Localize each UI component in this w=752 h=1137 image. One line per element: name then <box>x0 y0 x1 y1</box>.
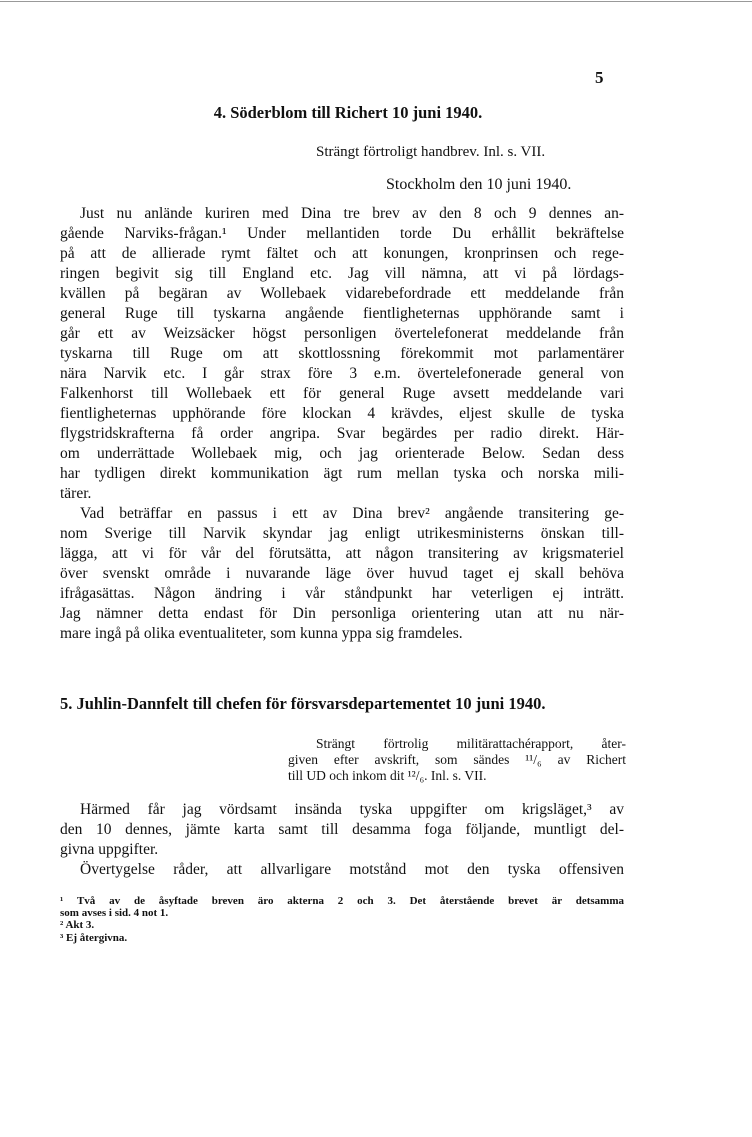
doc4-line: tyskarna till Ruge om att skottlossning förekommit mot parlamentärer <box>60 345 624 362</box>
doc4-line: över svenskt område i nuvarande läge över huvud taget ej skall behöva <box>60 565 624 582</box>
doc5-line: givna uppgifter. <box>60 841 159 858</box>
doc4-line: Jag nämner detta endast för Din personliga orientering utan att nu när- <box>60 605 624 622</box>
doc5-line: Övertygelse råder, att allvarligare motstånd mot den tyska offensiven <box>80 861 624 878</box>
doc4-line: nära Narvik etc. I går strax före 3 e.m. övertelefonerade general von <box>60 365 624 382</box>
page-number: 5 <box>595 68 604 87</box>
doc4-line: Falkenhorst till Wollebaek ett för general Ruge avsett meddelande vari <box>60 385 624 402</box>
doc4-line: Just nu anlände kuriren med Dina tre brev av den 8 och 9 dennes an- <box>80 205 624 222</box>
doc4-line: går ett av Weizsäcker högst personligen övertelefonerat meddelande från <box>60 325 624 342</box>
doc4-line: general Ruge till tyskarna angående fientligheternas upphörande samt i <box>60 305 624 322</box>
doc4-line: kvällen på begäran av Wollebaek vidarebefordrade ett meddelande från <box>60 285 624 302</box>
doc4-heading: 4. Söderblom till Richert 10 juni 1940. <box>213 103 483 122</box>
doc4-line: flygstridskrafterna få order angripa. Svar begärdes per radio direkt. Här- <box>60 425 624 442</box>
doc4-line: nom Sverige till Narvik skyndar jag enligt utrikesministerns önskan till- <box>60 525 624 542</box>
doc4-line: Vad beträffar en passus i ett av Dina brev² angående transitering ge- <box>80 505 624 522</box>
doc4-dateline: Stockholm den 10 juni 1940. <box>386 176 572 193</box>
doc5-note-line: Strängt förtrolig militärattachérapport, åter- <box>316 736 626 751</box>
doc5-line: Härmed får jag vördsamt insända tyska uppgifter om krigsläget,³ av <box>80 801 624 818</box>
doc4-line: har tydligen direkt kommunikation ägt rum mellan tyska och norska mili- <box>60 465 624 482</box>
doc4-line: ifrågasättas. Någon ändring i vår ståndpunkt har veterligen ej inträtt. <box>60 585 624 602</box>
doc4-line: på att de allierade rymt fältet och att konungen, kronprinsen och rege- <box>60 245 624 262</box>
doc4-line: om underrättade Wollebaek mig, och jag orienterade Below. Sedan dess <box>60 445 624 462</box>
doc4-line: gående Narviks-frågan.¹ Under mellantiden torde Du erhållit bekräftelse <box>60 225 624 242</box>
doc4-line: tärer. <box>60 485 92 502</box>
footnote-line: ¹ Två av de åsyftade breven äro akterna 2 och 3. Det återstående brevet är detsamma <box>60 895 624 907</box>
doc4-line: ringen begivit sig till England etc. Jag vill nämna, att vi på lördags- <box>60 265 624 282</box>
doc5-note-line: till UD och inkom dit ¹²/₆. Inl. s. VII. <box>288 768 487 783</box>
doc4-subtitle: Strängt förtroligt handbrev. Inl. s. VII. <box>316 144 546 160</box>
footnote-line: ³ Ej återgivna. <box>60 932 128 944</box>
doc4-line: mare ingå på olika eventualiteter, som kunna yppa sig framdeles. <box>60 625 463 642</box>
doc4-line: fientligheternas upphörande före klockan 4 krävdes, eljest skulle de tyska <box>60 405 624 422</box>
doc5-line: den 10 dennes, jämte karta samt till desamma foga följande, muntligt del- <box>60 821 624 838</box>
doc5-heading: 5. Juhlin-Dannfelt till chefen för försvarsdepartementet 10 juni 1940. <box>60 694 546 713</box>
footnote-line: som avses i sid. 4 not 1. <box>60 907 169 919</box>
footnote-line: ² Akt 3. <box>60 919 95 931</box>
top-border <box>0 1 752 2</box>
doc5-note-line: given efter avskrift, som sändes ¹¹/₆ av Richert <box>288 752 626 767</box>
doc4-line: lägga, att vi för vår del förutsätta, att någon transitering av krigsmateriel <box>60 545 624 562</box>
